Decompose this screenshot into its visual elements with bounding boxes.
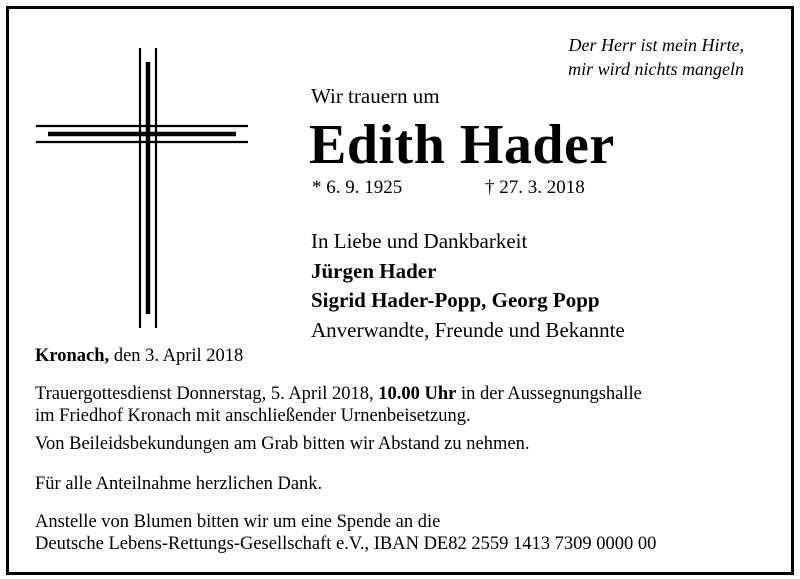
donation-note — [35, 511, 656, 555]
mourners-others: Anverwandte, Freunde und Bekannte — [311, 317, 625, 342]
motto-line-2: mir wird nichts mangeln — [568, 59, 744, 79]
mourners-block — [311, 227, 625, 345]
place-date — [35, 345, 243, 367]
motto — [568, 33, 744, 81]
place-city: Kronach, — [35, 346, 110, 366]
mourner-name: Sigrid Hader-Popp, Georg Popp — [311, 288, 600, 312]
service-line-1 — [35, 383, 642, 405]
mourners-intro: In Liebe und Dankbarkeit — [311, 229, 528, 253]
death-date: † 27. 3. 2018 — [485, 177, 585, 198]
motto-line-1: Der Herr ist mein Hirte, — [568, 35, 744, 55]
service-info — [35, 383, 642, 427]
mourner-name: Jürgen Hader — [311, 258, 437, 283]
birth-date: * 6. 9. 1925 — [312, 177, 403, 198]
donation-line-2: Deutsche Lebens-Rettungs-Gesellschaft e.V., IBAN DE82 2559 1413 7309 0000 00 — [35, 534, 657, 554]
intro-text: Wir trauern um — [311, 84, 440, 108]
condolence-note: Von Beileidsbekundungen am Grab bitten wir Abstand zu nehmen. — [35, 434, 530, 454]
place-date-text: den 3. April 2018 — [109, 346, 244, 366]
service-location: in der Aussegnungshalle — [456, 384, 642, 404]
latin-cross-icon — [36, 48, 248, 328]
donation-line-1: Anstelle von Blumen bitten wir um eine Spende an die — [35, 512, 441, 532]
service-line-2: im Friedhof Kronach mit anschließender Urnenbeisetzung. — [35, 406, 471, 426]
service-text: Trauergottesdienst Donnerstag, 5. April 2018, — [35, 384, 379, 404]
service-time: 10.00 Uhr — [378, 384, 457, 404]
deceased-name: Edith Hader — [309, 114, 615, 176]
thanks-note: Für alle Anteilnahme herzlichen Dank. — [35, 474, 323, 494]
